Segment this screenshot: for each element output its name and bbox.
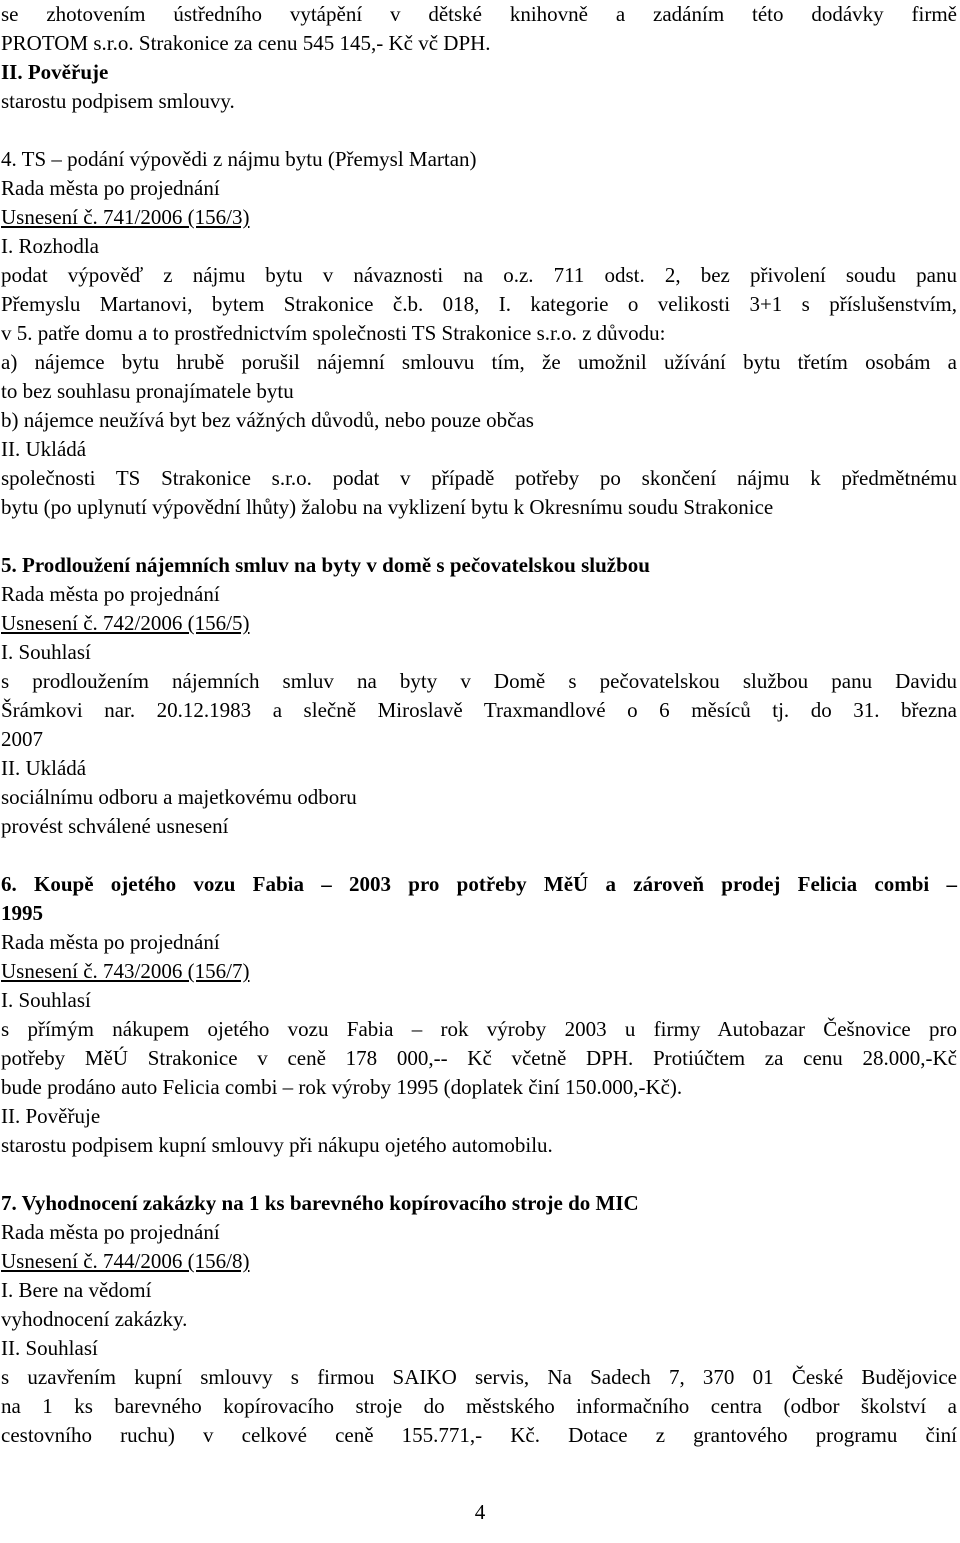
item-title: 6. Koupě ojetého vozu Fabia – 2003 pro potřeby MěÚ a zároveň prodej Felicia combi – xyxy=(1,872,957,896)
text-line: starostu podpisem kupní smlouvy při nákupu ojetého automobilu. xyxy=(1,1133,553,1157)
text-line: se zhotovením ústředního vytápění v dětské knihovně a zadáním této dodávky firmě xyxy=(1,2,957,26)
item-title: 5. Prodloužení nájemních smluv na byty v domě s pečovatelskou službou xyxy=(1,553,650,577)
item-title-continued: 1995 xyxy=(1,901,43,925)
text-line: s uzavřením kupní smlouvy s firmou SAIKO servis, Na Sadech 7, 370 01 České Budějovice xyxy=(1,1365,957,1389)
section-heading: I. Souhlasí xyxy=(1,988,91,1012)
text-line: bytu (po uplynutí výpovědní lhůty) žalobu na vyklizení bytu k Okresnímu soudu Strakonice xyxy=(1,495,774,519)
text-line: podat výpověď z nájmu bytu v návaznosti na o.z. 711 odst. 2, bez přivolení soudu panu xyxy=(1,263,957,287)
resolution-number: Usnesení č. 744/2006 (156/8) xyxy=(1,1249,250,1273)
text-line: bude prodáno auto Felicia combi – rok výroby 1995 (doplatek činí 150.000,-Kč). xyxy=(1,1075,683,1099)
text-line: provést schválené usnesení xyxy=(1,814,229,838)
section-heading: I. Bere na vědomí xyxy=(1,1278,152,1302)
item-title: 4. TS – podání výpovědi z nájmu bytu (Přemysl Martan) xyxy=(1,147,477,171)
resolution-number: Usnesení č. 742/2006 (156/5) xyxy=(1,611,250,635)
council-line: Rada města po projednání xyxy=(1,582,220,606)
resolution-number: Usnesení č. 741/2006 (156/3) xyxy=(1,205,250,229)
text-line: společnosti TS Strakonice s.r.o. podat v případě potřeby po skončení nájmu k předmětnému xyxy=(1,466,957,490)
section-heading: II. Souhlasí xyxy=(1,1336,98,1360)
council-line: Rada města po projednání xyxy=(1,1220,220,1244)
section-heading: II. Pověřuje xyxy=(1,1104,101,1128)
text-line: v 5. patře domu a to prostřednictvím společnosti TS Strakonice s.r.o. z důvodu: xyxy=(1,321,666,345)
text-line: starostu podpisem smlouvy. xyxy=(1,89,235,113)
text-line: potřeby MěÚ Strakonice v ceně 178 000,-- Kč včetně DPH. Protiúčtem za cenu 28.000,-Kč xyxy=(1,1046,957,1070)
text-line: sociálnímu odboru a majetkovému odboru xyxy=(1,785,357,809)
text-line: a) nájemce bytu hrubě porušil nájemní smlouvu tím, že umožnil užívání bytu třetím osobám a xyxy=(1,350,957,374)
text-line: b) nájemce neužívá byt bez vážných důvodů, nebo pouze občas xyxy=(1,408,534,432)
text-line: to bez souhlasu pronajímatele bytu xyxy=(1,379,294,403)
text-line: PROTOM s.r.o. Strakonice za cenu 545 145,- Kč vč DPH. xyxy=(1,31,491,55)
section-heading: II. Ukládá xyxy=(1,437,87,461)
text-line: Šrámkovi nar. 20.12.1983 a slečně Miroslavě Traxmandlové o 6 měsíců tj. do 31. března xyxy=(1,698,957,722)
text-line: s přímým nákupem ojetého vozu Fabia – rok výroby 2003 u firmy Autobazar Češnovice pro xyxy=(1,1017,957,1041)
section-heading: I. Rozhodla xyxy=(1,234,99,258)
section-heading: II. Ukládá xyxy=(1,756,87,780)
text-line: na 1 ks barevného kopírovacího stroje do městského informačního centra (odbor školství a xyxy=(1,1394,957,1418)
page-number: 4 xyxy=(474,1500,486,1524)
council-line: Rada města po projednání xyxy=(1,930,220,954)
text-line: vyhodnocení zakázky. xyxy=(1,1307,188,1331)
item-title: 7. Vyhodnocení zakázky na 1 ks barevného kopírovacího stroje do MIC xyxy=(1,1191,639,1215)
text-line: Přemyslu Martanovi, bytem Strakonice č.b. 018, I. kategorie o velikosti 3+1 s příslušenstvím, xyxy=(1,292,957,316)
text-line: s prodloužením nájemních smluv na byty v Domě s pečovatelskou službou panu Davidu xyxy=(1,669,957,693)
resolution-number: Usnesení č. 743/2006 (156/7) xyxy=(1,959,250,983)
text-line: 2007 xyxy=(1,727,43,751)
section-heading: I. Souhlasí xyxy=(1,640,91,664)
council-line: Rada města po projednání xyxy=(1,176,220,200)
document-body xyxy=(1,0,957,1450)
section-heading: II. Pověřuje xyxy=(1,60,109,84)
text-line: cestovního ruchu) v celkové ceně 155.771,- Kč. Dotace z grantového programu činí xyxy=(1,1423,957,1447)
